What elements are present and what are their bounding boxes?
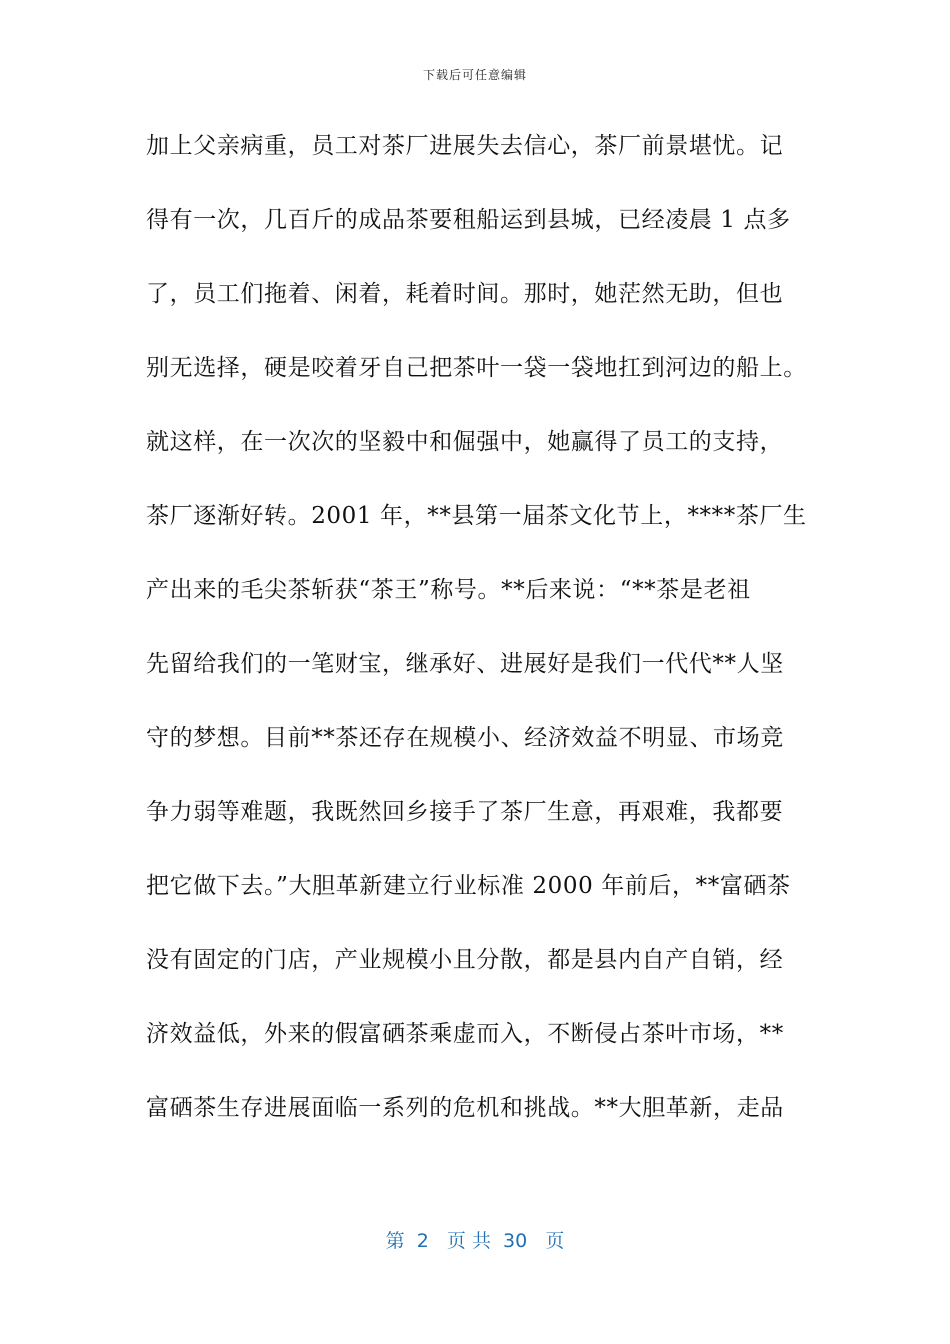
body-line: 了，员工们拖着、闲着，耗着时间。那时，她茫然无助，但也 bbox=[146, 281, 784, 307]
body-line: 别无选择，硬是咬着牙自己把茶叶一袋一袋地扛到河边的船上。 bbox=[146, 355, 807, 381]
body-line: 把它做下去。”大胆革新建立行业标准 2000 年前后，**富硒茶 bbox=[146, 873, 791, 899]
body-line: 守的梦想。目前**茶还存在规模小、经济效益不明显、市场竞 bbox=[146, 725, 784, 751]
body-line: 先留给我们的一笔财宝，继承好、进展好是我们一代代**人坚 bbox=[146, 651, 784, 677]
body-line: 加上父亲病重，员工对茶厂进展失去信心，茶厂前景堪忧。记 bbox=[146, 133, 784, 159]
body-line: 没有固定的门店，产业规模小且分散，都是县内自产自销，经 bbox=[146, 947, 784, 973]
body-line: 富硒茶生存进展面临一系列的危机和挑战。**大胆革新，走品 bbox=[146, 1095, 784, 1121]
header-note: 下载后可任意编辑 bbox=[422, 68, 527, 82]
page-number-footer: 第 2 页 共 30 页 bbox=[385, 1230, 565, 1252]
body-text bbox=[146, 124, 826, 1160]
body-line: 济效益低，外来的假富硒茶乘虚而入，不断侵占茶叶市场，** bbox=[146, 1021, 784, 1047]
body-line: 茶厂逐渐好转。2001 年，**县第一届茶文化节上，****茶厂生 bbox=[146, 503, 807, 529]
body-line: 得有一次，几百斤的成品茶要租船运到县城，已经凌晨 1 点多 bbox=[146, 207, 791, 233]
body-line: 争力弱等难题，我既然回乡接手了茶厂生意，再艰难，我都要 bbox=[146, 799, 784, 825]
body-line: 就这样，在一次次的坚毅中和倔强中，她赢得了员工的支持， bbox=[146, 429, 784, 455]
body-line: 产出来的毛尖茶斩获“茶王”称号。**后来说：“**茶是老祖 bbox=[146, 577, 751, 603]
